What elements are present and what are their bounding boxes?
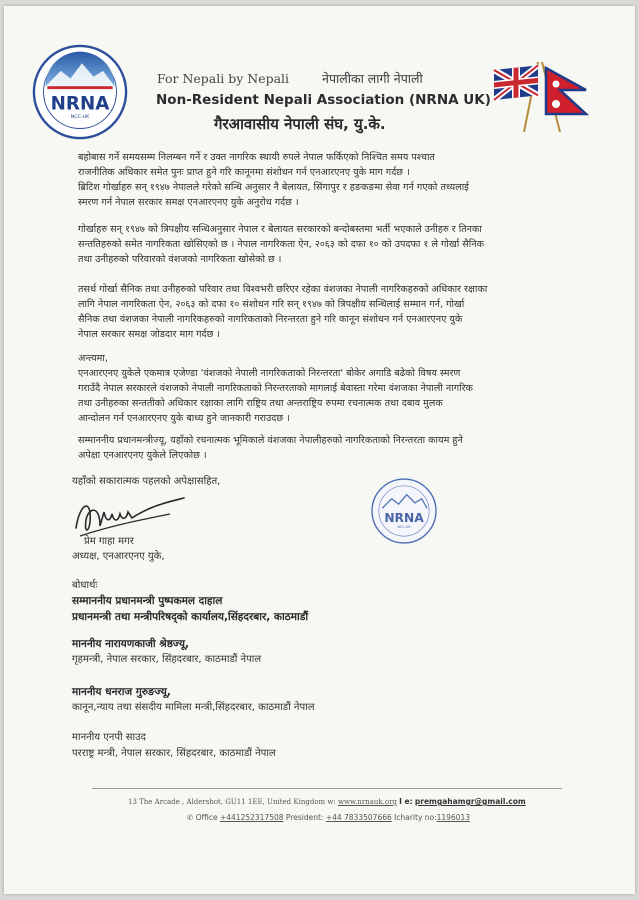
paragraph-5 xyxy=(78,433,558,463)
paragraph-line: स्मरण गर्न नेपाल सरकार समक्ष एनआरएनए युके अनुरोध गर्दछ । xyxy=(78,197,299,208)
uk-nepal-flags-icon xyxy=(490,58,600,134)
footer-office-label: Office xyxy=(195,813,218,822)
footer-office-phone[interactable]: +441252317508 xyxy=(219,813,284,822)
footer-president-label: President: xyxy=(285,813,324,822)
cc-recipient-name: माननीय धनराज गुरुङज्यू, xyxy=(72,686,171,698)
paragraph-line: अन्त्यमा, xyxy=(78,353,108,364)
signatory-title: अध्यक्ष, एनआरएनए युके, xyxy=(72,551,165,562)
tagline-nepali: नेपालीका लागी नेपाली xyxy=(322,71,423,86)
nrna-stamp-logo-icon xyxy=(370,477,438,545)
cc-recipient-office: परराष्ट्र मन्त्री, नेपाल सरकार, सिंहदरबार, काठमाडौं नेपाल xyxy=(72,748,276,759)
footer-email-label: I e: xyxy=(399,797,413,806)
closing-line: यहाँको सकारात्मक पहलको अपेक्षासहित, xyxy=(72,476,221,487)
signatory-block xyxy=(72,534,165,564)
cc-block xyxy=(72,578,308,625)
paragraph-line: सैनिक तथा वंशजका नेपाली नागरिकहरुको नागरिकताको निरन्तरता हुने गरि कानून संशोधन गर्न एनआरएनए युके xyxy=(78,314,463,325)
footer-address-line xyxy=(128,797,526,806)
paragraph-line: तसर्थ गोर्खा सैनिक तथा उनीहरुको परिवार तथा विश्वभरी छरिएर रहेका वंशजका नेपाली नागरिकहरुको अधिकार रक्षाका xyxy=(78,284,488,295)
footer-address: 13 The Arcade , Aldershot, GU11 1EE, United Kingdom w: xyxy=(128,798,336,806)
cc-label: बोधार्थः xyxy=(72,580,98,591)
tagline-english: For Nepali by Nepali xyxy=(157,71,290,86)
paragraph-line: बहोबास गर्ने समयसम्म निलम्बन गर्ने र उक्त नागरिक स्थायी रुपले नेपाल फर्किएको निश्चित समय पश्चात xyxy=(78,152,435,163)
footer-president-phone[interactable]: +44 7833507666 xyxy=(325,813,392,822)
cc-recipient-3 xyxy=(72,684,315,716)
cc-recipient-name: सम्माननीय प्रधानमन्त्री पुष्पकमल दाहाल xyxy=(72,595,223,607)
paragraph-line: राजनीतिक अधिकार समेत पुनः प्राप्त हुने गरि कानूनमा संशोधन गर्न एनआरएनए युके माग गर्दछ । xyxy=(78,167,410,178)
paragraph-line: तथा उनीहरुका सन्ततीको अधिकार रक्षाका लागि राष्ट्रिय तथा अन्तराष्ट्रिय रुपमा रचनात्मक तथा दबाव मुलक xyxy=(78,398,443,409)
paragraph-line: लागि नेपाल नागरिकता ऐन, २०६३ को दफा १० संशोधन गरि सन् १९४७ को त्रिपक्षीय सन्धिलाई सम्मान गर्न, गोर्खा xyxy=(78,299,465,310)
cc-recipient-name: माननीय एनपी साउद xyxy=(72,732,146,743)
svg-text:NRNA: NRNA xyxy=(384,510,424,525)
paragraph-line: तथा उनीहरुको परिवारको वंशजको नागरिकता खोसेको छ । xyxy=(78,254,282,265)
svg-text:NCC-UK: NCC-UK xyxy=(70,114,90,120)
footer-divider xyxy=(92,788,562,789)
organization-name-nepali: गैरआवासीय नेपाली संघ, यु.के. xyxy=(214,115,386,133)
paragraph-line: नेपाल सरकार समक्ष जोडदार माग गर्दछ । xyxy=(78,329,221,340)
paragraph-line: गराउँदै नेपाल सरकारले वंशजको नेपाली नागरिकताको निरन्तरताको मागलाई बेवास्ता गरेमा वंशजका नेपाली नागरिक xyxy=(78,383,473,394)
footer-email-link[interactable]: premgahamgr@gmail.com xyxy=(414,797,526,806)
nrna-logo-icon xyxy=(32,44,128,140)
paragraph-line: गोर्खाहरु सन् १९४७ को त्रिपक्षीय सन्धिअनुसार नेपाल र बेलायत सरकारको बन्दोबस्तमा भर्ती भएकाले उनीहरु र तिनका xyxy=(78,224,482,235)
paragraph-2 xyxy=(78,222,558,267)
cc-recipient-office: प्रधानमन्त्री तथा मन्त्रीपरिषद्को कार्यालय,सिंहदरबार, काठमाडौं xyxy=(72,611,309,623)
phone-icon: ✆ xyxy=(187,813,194,822)
paragraph-4 xyxy=(78,351,558,426)
footer-charity-label: Icharity no: xyxy=(394,813,437,822)
signatory-name: प्रेम गाहा मगर xyxy=(84,536,134,547)
paragraph-line: सम्माननीय प्रधानमन्त्रीज्यू, यहाँको रचनात्मक भूमिकाले वंशजका नेपालीहरुको नागरिकताको निरन्तरता कायम हुने xyxy=(78,435,463,446)
footer-contact-line xyxy=(187,813,470,822)
footer-website-link[interactable]: www.nrnauk.org xyxy=(337,798,397,806)
paragraph-line: एनआरएनए युकेले एकमात्र एजेण्डा 'वंशजको नेपाली नागरिकताको निरन्तरता' बोकेर अगाडि बढेको विषय स्मरण xyxy=(78,368,461,379)
cc-recipient-4 xyxy=(72,730,276,762)
footer-charity-number: 1196013 xyxy=(436,813,471,822)
svg-text:NCC-UK: NCC-UK xyxy=(397,525,411,529)
paragraph-line: आन्दोलन गर्न एनआरएनए युके बाध्य हुने जानकारी गराउदछ । xyxy=(78,413,290,424)
paragraph-line: ब्रिटिश गोर्खाहरु सन् १९४७ नेपालले गरेको सन्धि अनुसार नै बेलायत, सिंगापुर र हङकङमा सेवा गर्न गएको तथ्यलाई xyxy=(78,182,469,193)
paragraph-line: अपेक्षा एनआरएनए युकेले लिएकोछ । xyxy=(78,450,207,461)
organization-name-english: Non-Resident Nepali Association (NRNA UK) xyxy=(156,92,491,108)
cc-recipient-office: कानून,न्याय तथा संसदीय मामिला मन्त्री,सिंहदरबार, काठमाडौं नेपाल xyxy=(72,702,315,713)
paragraph-line: सन्ततिहरुको समेत नागरिकता खोसिएको छ । नेपाल नागरिकता ऐन, २०६३ को दफा १० को उपदफा १ ले गोर्खा सैनिक xyxy=(78,239,484,250)
paragraph-1 xyxy=(78,150,558,210)
svg-text:NRNA: NRNA xyxy=(50,93,110,115)
cc-recipient-name: माननीय नारायणकाजी श्रेष्ठज्यू, xyxy=(72,638,190,650)
cc-recipient-2 xyxy=(72,636,261,668)
cc-recipient-office: गृहमन्त्री, नेपाल सरकार, सिंहदरबार, काठमाडौं नेपाल xyxy=(72,654,262,665)
paragraph-3 xyxy=(78,282,558,342)
